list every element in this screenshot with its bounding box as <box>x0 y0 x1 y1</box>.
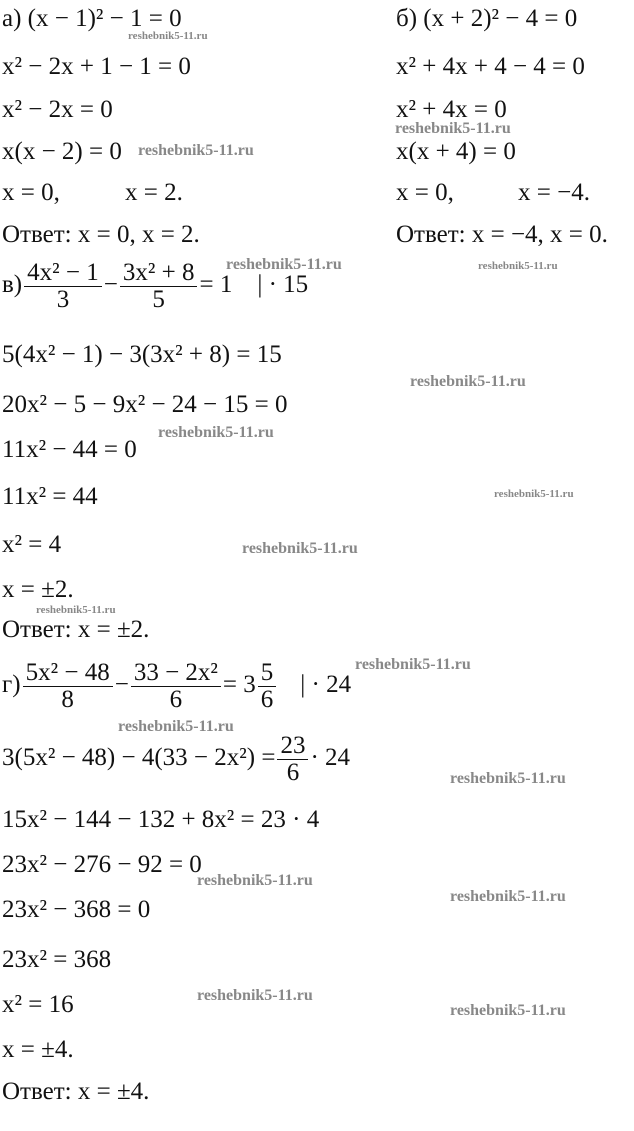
part-g-denominator-1: 8 <box>61 686 74 713</box>
part-v-line-5: 11x² = 44 <box>2 483 98 510</box>
part-v-line-4: 11x² − 44 = 0 <box>2 436 137 463</box>
part-g-fraction-1 <box>23 660 113 713</box>
part-g-numerator-1: 5x² − 48 <box>23 660 113 687</box>
part-a-line-1: а) (x − 1)² − 1 = 0 <box>2 5 182 32</box>
watermark: reshebnik5-11.ru <box>158 424 274 441</box>
part-b-line-4: x(x + 4) = 0 <box>396 138 516 165</box>
part-v-numerator-1: 4x² − 1 <box>24 260 102 287</box>
watermark: reshebnik5-11.ru <box>395 120 511 137</box>
part-v-label: в) <box>2 271 23 299</box>
part-g-line-2-denominator: 6 <box>286 759 300 786</box>
part-g-line-8: x = ±4. <box>2 1036 74 1063</box>
watermark: reshebnik5-11.ru <box>410 373 526 390</box>
part-a-line-2: x² − 2x + 1 − 1 = 0 <box>2 53 191 80</box>
watermark: reshebnik5-11.ru <box>355 656 471 673</box>
part-g-line-2-left: 3(5x² − 48) − 4(33 − 2x²) = <box>2 744 276 772</box>
part-b-line-1: б) (x + 2)² − 4 = 0 <box>396 5 578 32</box>
part-g-line-3: 15x² − 144 − 132 + 8x² = 23 · 4 <box>2 806 320 833</box>
part-g-denominator-2: 6 <box>169 686 183 713</box>
watermark: reshebnik5-11.ru <box>36 604 116 616</box>
part-g-minus: − <box>114 671 129 699</box>
part-v-minus: − <box>103 271 118 299</box>
part-v-line-6: x² = 4 <box>2 531 62 558</box>
part-g-mixed-denominator: 6 <box>260 686 274 713</box>
part-v-line-2: 5(4x² − 1) − 3(3x² + 8) = 15 <box>2 341 282 368</box>
part-g-line-2 <box>2 733 350 786</box>
part-v-denominator-1: 3 <box>56 286 70 313</box>
part-g-line-7: x² = 16 <box>2 991 74 1018</box>
watermark: reshebnik5-11.ru <box>118 718 234 735</box>
part-g-equation <box>2 660 351 713</box>
part-a-line-4: x(x − 2) = 0 <box>2 138 122 165</box>
watermark: reshebnik5-11.ru <box>494 488 574 500</box>
part-g-mixed-numerator: 5 <box>258 660 277 687</box>
part-a-line-5b: x = 2. <box>125 179 183 206</box>
watermark: reshebnik5-11.ru <box>450 770 566 787</box>
part-v-line-3: 20x² − 5 − 9x² − 24 − 15 = 0 <box>2 391 288 418</box>
part-b-line-5b: x = −4. <box>518 179 590 206</box>
watermark: reshebnik5-11.ru <box>138 142 254 159</box>
part-g-line-2-right: · 24 <box>310 744 351 772</box>
part-g-line-2-fraction <box>277 733 308 786</box>
part-g-line-6: 23x² = 368 <box>2 946 112 973</box>
part-v-fraction-1 <box>24 260 102 313</box>
part-v-fraction-2 <box>120 260 198 313</box>
part-v-numerator-2: 3x² + 8 <box>120 260 198 287</box>
part-g-multiplier: | · 24 <box>300 671 352 699</box>
part-g-label: г) <box>2 671 21 699</box>
part-b-line-3: x² + 4x = 0 <box>396 96 507 123</box>
part-g-answer: Ответ: x = ±4. <box>2 1078 150 1105</box>
part-g-fraction-2 <box>131 660 221 713</box>
watermark: reshebnik5-11.ru <box>197 987 313 1004</box>
part-v-denominator-2: 5 <box>152 286 165 313</box>
watermark: reshebnik5-11.ru <box>450 888 566 905</box>
watermark: reshebnik5-11.ru <box>128 30 208 42</box>
watermark: reshebnik5-11.ru <box>478 260 558 272</box>
part-b-line-2: x² + 4x + 4 − 4 = 0 <box>396 53 585 80</box>
watermark: reshebnik5-11.ru <box>450 1002 566 1019</box>
part-a-line-3: x² − 2x = 0 <box>2 96 113 123</box>
part-v-line-7: x = ±2. <box>2 576 74 603</box>
watermark: reshebnik5-11.ru <box>197 872 313 889</box>
part-b-line-5a: x = 0, <box>396 179 454 206</box>
part-v-rhs: = 1 | · 15 <box>199 271 309 299</box>
watermark: reshebnik5-11.ru <box>242 540 358 557</box>
part-g-mixed-fraction <box>258 660 277 713</box>
part-g-line-2-numerator: 23 <box>277 733 308 760</box>
part-g-equals-whole: = 3 <box>222 671 256 699</box>
part-g-numerator-2: 33 − 2x² <box>131 660 221 687</box>
part-g-line-4: 23x² − 276 − 92 = 0 <box>2 851 202 878</box>
watermark: reshebnik5-11.ru <box>226 256 342 273</box>
part-g-line-5: 23x² − 368 = 0 <box>2 896 151 923</box>
part-b-answer: Ответ: x = −4, x = 0. <box>396 221 608 248</box>
part-v-answer: Ответ: x = ±2. <box>2 616 150 643</box>
part-a-line-5a: x = 0, <box>2 179 60 206</box>
part-a-answer: Ответ: x = 0, x = 2. <box>2 221 200 248</box>
